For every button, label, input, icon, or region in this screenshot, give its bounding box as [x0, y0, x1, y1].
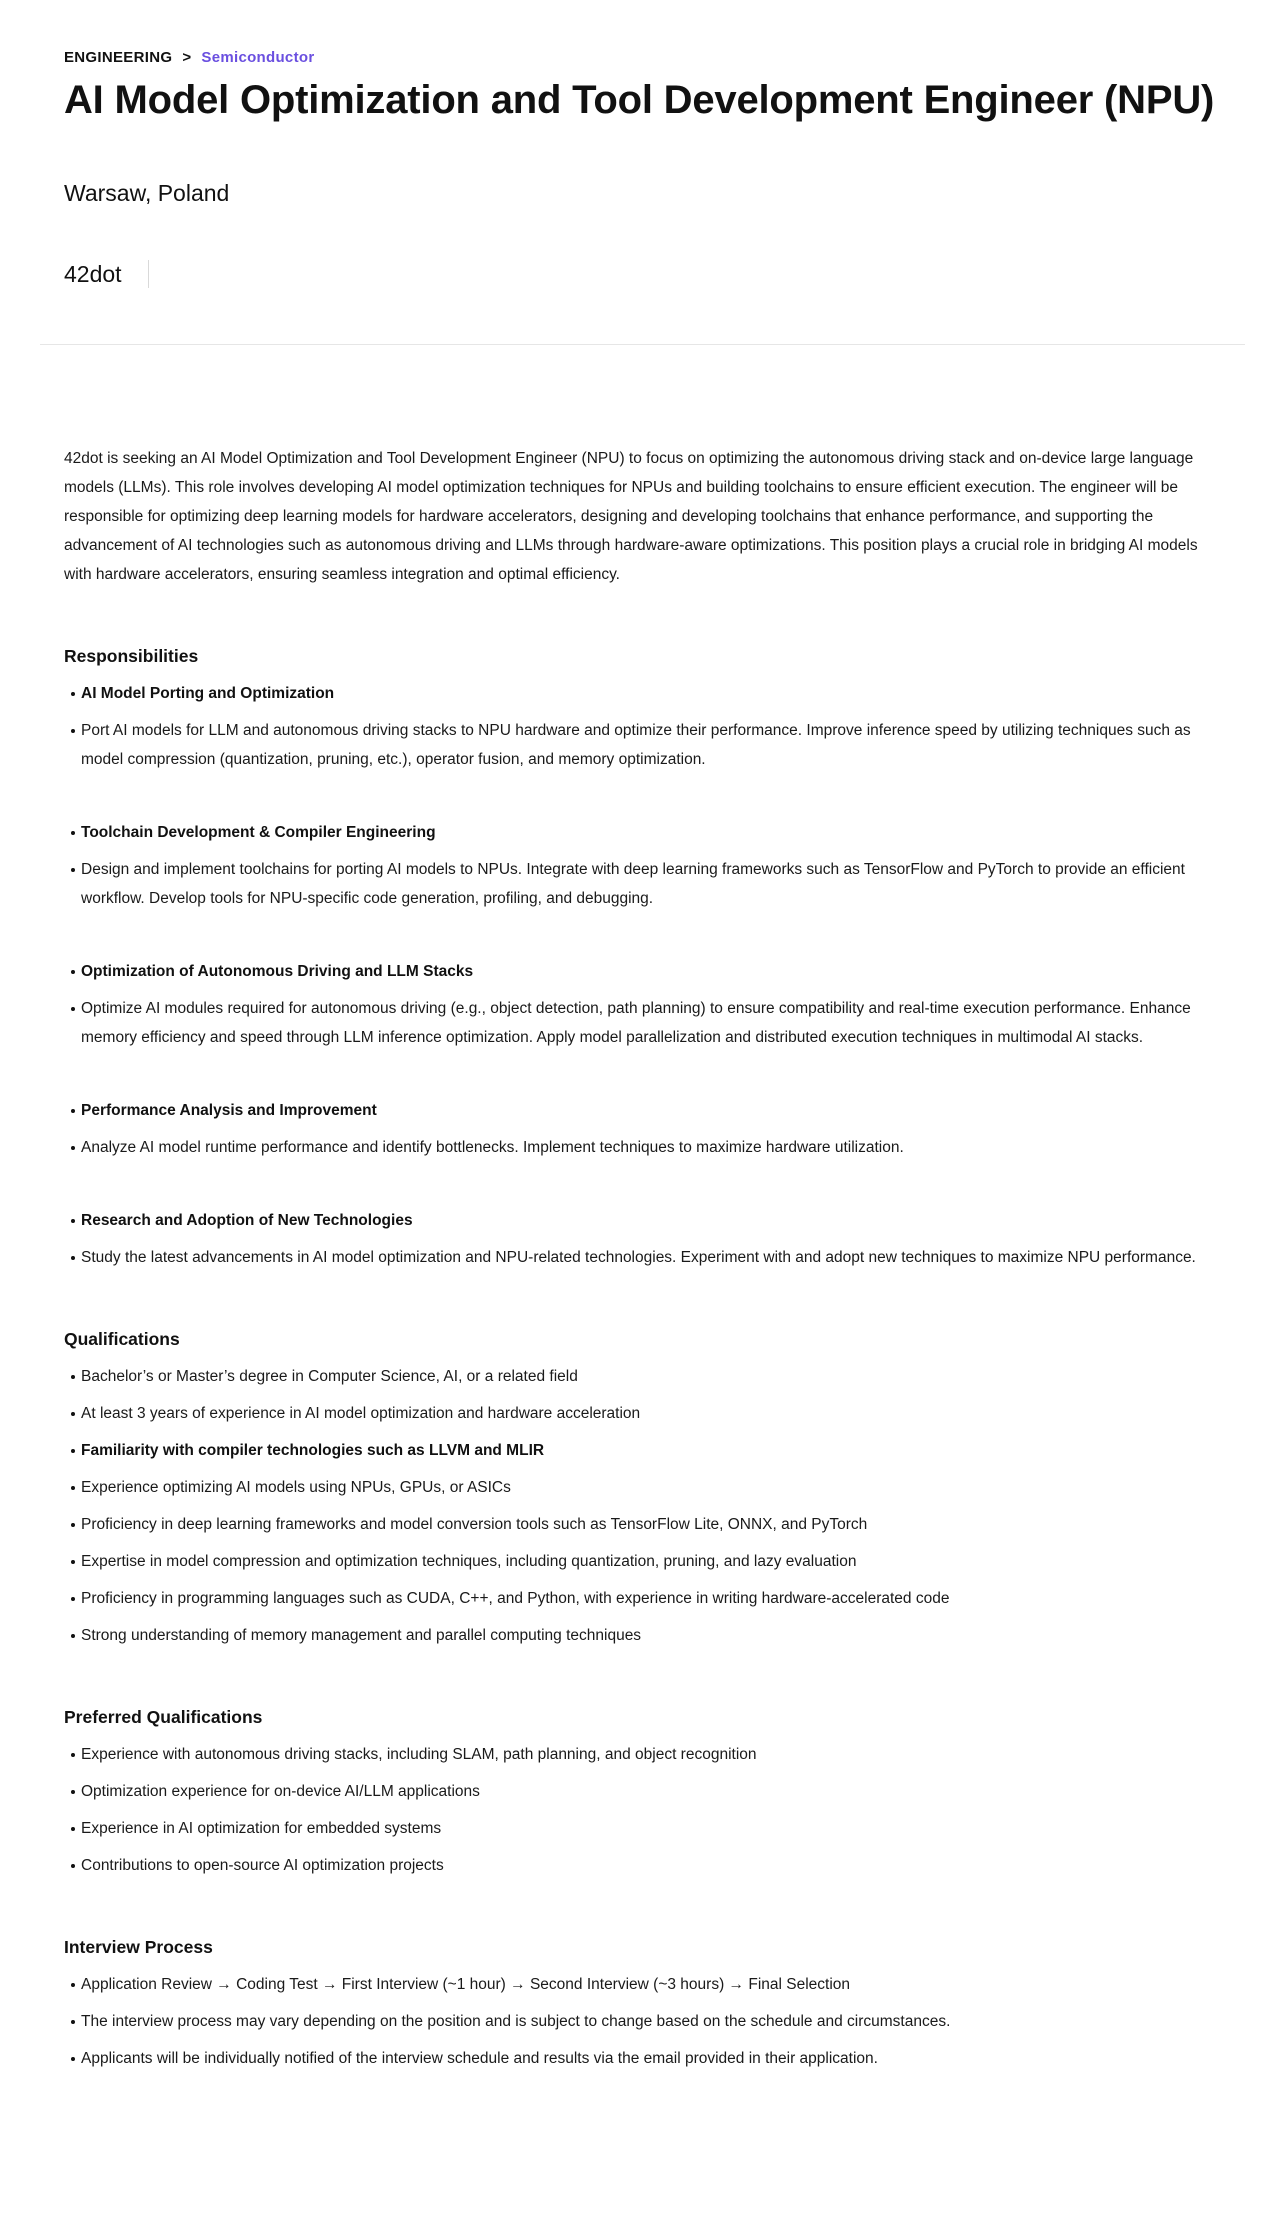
responsibility-heading: Research and Adoption of New Technologies	[64, 1206, 1224, 1235]
job-description	[64, 444, 1224, 2073]
qualification-item: Proficiency in deep learning frameworks and model conversion tools such as TensorFlow Lite, ONNX, and PyTorch	[64, 1510, 1224, 1539]
interview-process-item: Application Review → Coding Test → First Interview (~1 hour) → Second Interview (~3 hours) → Final Selection	[64, 1970, 1224, 1999]
interview-process-item: The interview process may vary depending on the position and is subject to change based on the schedule and circumstances.	[64, 2007, 1224, 2036]
header-divider	[40, 344, 1245, 345]
responsibility-detail: Study the latest advancements in AI model optimization and NPU-related technologies. Experiment with and adopt new techniques to maximize NPU performance.	[64, 1243, 1224, 1272]
qualifications-title: Qualifications	[64, 1329, 180, 1349]
intro-paragraph: 42dot is seeking an AI Model Optimization and Tool Development Engineer (NPU) to focus on optimizing the autonomous driving stack and on-device large language models (LLMs). This role involves developing AI model optimization techniques for NPUs and building toolchains to ensure efficient execution. The engineer will be responsible for optimizing deep learning models for hardware accelerators, designing and developing toolchains that enhance performance, and supporting the advancement of AI technologies such as autonomous driving and LLMs through hardware-aware optimizations. This position plays a crucial role in bridging AI models with hardware accelerators, ensuring seamless integration and optimal efficiency.	[64, 450, 1198, 583]
job-title: AI Model Optimization and Tool Development Engineer (NPU)	[64, 78, 1215, 122]
preferred-qualification-item: Experience in AI optimization for embedded systems	[64, 1814, 1224, 1843]
interview-process-title: Interview Process	[64, 1937, 213, 1957]
preferred-qualifications-title: Preferred Qualifications	[64, 1707, 263, 1727]
qualification-item: At least 3 years of experience in AI model optimization and hardware acceleration	[64, 1399, 1224, 1428]
responsibility-group	[64, 957, 1224, 1052]
qualification-item: Experience optimizing AI models using NPUs, GPUs, or ASICs	[64, 1473, 1224, 1502]
company-row	[64, 260, 149, 288]
responsibility-detail: Optimize AI modules required for autonomous driving (e.g., object detection, path planning) to ensure compatibility and real-time execution performance. Enhance memory efficiency and speed through LLM inference optimization. Apply model parallelization and distributed execution techniques in multimodal AI stacks.	[64, 994, 1224, 1052]
responsibility-detail: Analyze AI model runtime performance and identify bottlenecks. Implement techniques to maximize hardware utilization.	[64, 1133, 1224, 1162]
breadcrumb-semiconductor[interactable]: Semiconductor	[201, 49, 315, 66]
interview-process-list	[64, 1970, 1224, 2073]
company-divider	[148, 260, 149, 288]
responsibility-heading: Optimization of Autonomous Driving and LLM Stacks	[64, 957, 1224, 986]
preferred-qualification-item: Contributions to open-source AI optimization projects	[64, 1851, 1224, 1880]
responsibility-group	[64, 1096, 1224, 1162]
preferred-qualifications-list	[64, 1740, 1224, 1880]
qualification-item: Proficiency in programming languages such as CUDA, C++, and Python, with experience in writing hardware-accelerated code	[64, 1584, 1224, 1613]
qualification-item: Bachelor’s or Master’s degree in Computer Science, AI, or a related field	[64, 1362, 1224, 1391]
responsibilities-title: Responsibilities	[64, 646, 199, 666]
responsibility-heading: Performance Analysis and Improvement	[64, 1096, 1224, 1125]
responsibility-group	[64, 679, 1224, 774]
responsibility-detail: Port AI models for LLM and autonomous driving stacks to NPU hardware and optimize their performance. Improve inference speed by utilizing techniques such as model compression (quantization, pruning, etc.), operator fusion, and memory optimization.	[64, 716, 1224, 774]
responsibility-group	[64, 818, 1224, 913]
qualification-item: Expertise in model compression and optimization techniques, including quantization, pruning, and lazy evaluation	[64, 1547, 1224, 1576]
breadcrumb	[64, 49, 314, 66]
breadcrumb-engineering[interactable]: ENGINEERING	[64, 49, 173, 66]
company-name: 42dot	[64, 260, 122, 287]
job-location: Warsaw, Poland	[64, 180, 230, 206]
qualification-item: Familiarity with compiler technologies such as LLVM and MLIR	[64, 1436, 1224, 1465]
qualification-item: Strong understanding of memory management and parallel computing techniques	[64, 1621, 1224, 1650]
breadcrumb-separator: >	[182, 49, 192, 66]
qualifications-list	[64, 1362, 1224, 1650]
responsibility-heading: AI Model Porting and Optimization	[64, 679, 1224, 708]
preferred-qualification-item: Optimization experience for on-device AI/LLM applications	[64, 1777, 1224, 1806]
interview-process-item: Applicants will be individually notified of the interview schedule and results via the email provided in their application.	[64, 2044, 1224, 2073]
responsibility-detail: Design and implement toolchains for porting AI models to NPUs. Integrate with deep learning frameworks such as TensorFlow and PyTorch to provide an efficient workflow. Develop tools for NPU-specific code generation, profiling, and debugging.	[64, 855, 1224, 913]
preferred-qualification-item: Experience with autonomous driving stacks, including SLAM, path planning, and object recognition	[64, 1740, 1224, 1769]
responsibility-heading: Toolchain Development & Compiler Engineering	[64, 818, 1224, 847]
responsibility-group	[64, 1206, 1224, 1272]
